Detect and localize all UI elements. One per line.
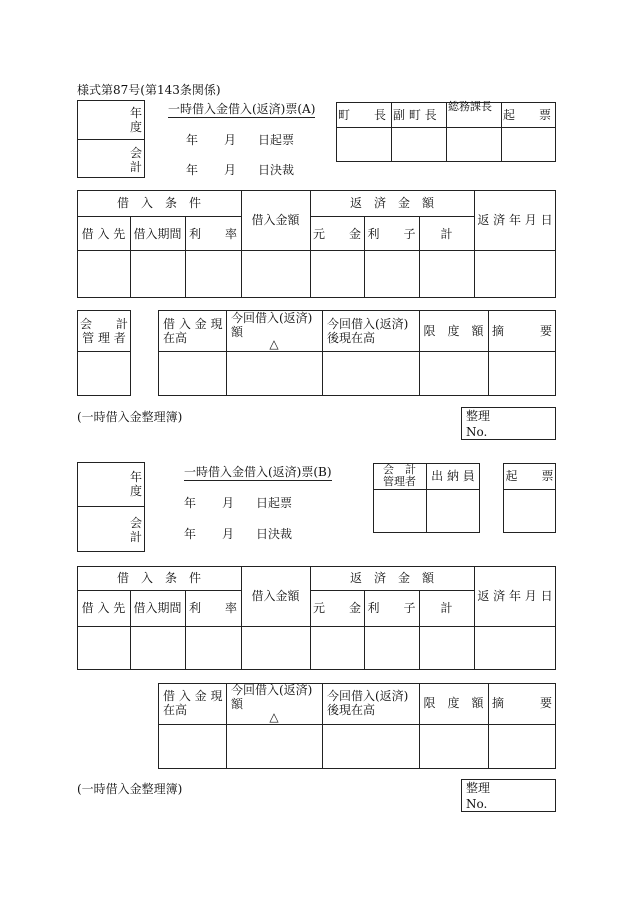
seiri-no-b: No. xyxy=(466,797,488,811)
repay-date-header-b: 返 済 年 月 日 xyxy=(477,589,553,603)
issue-month-b: 月 xyxy=(222,496,235,510)
col-rate: 利 率 xyxy=(188,227,237,241)
decide-day-b: 日決裁 xyxy=(256,527,293,541)
col-after-balance-b: 今回借入(返済) 後現在高 xyxy=(327,689,409,717)
col-interest-b: 利 子 xyxy=(367,601,416,615)
approval-accountant-b: 会 計 管理者 xyxy=(383,463,416,488)
issue-year: 年 xyxy=(186,133,199,147)
slip-a-title: 一時借入金借入(返済)票(A) xyxy=(168,102,316,116)
borrow-conditions-header: 借 入 条 件 xyxy=(116,196,201,210)
col-interest: 利 子 xyxy=(367,227,416,241)
year-label: 年 度 xyxy=(130,106,143,134)
account-label-b: 会 計 xyxy=(130,516,143,544)
col-rate-b: 利 率 xyxy=(188,601,237,615)
col-principal: 元 金 xyxy=(312,227,361,241)
issue-day-b: 日起票 xyxy=(256,496,293,510)
ledger-label-a: (一時借入金整理簿) xyxy=(77,410,183,424)
col-limit-b: 限 度 額 xyxy=(423,696,484,710)
col-total: 計 xyxy=(440,227,453,241)
col-current-balance-b: 借 入 金 現 在高 xyxy=(163,689,223,717)
seiri-label-a: 整理 xyxy=(466,409,491,423)
ledger-label-b: (一時借入金整理簿) xyxy=(77,782,183,796)
borrow-amount-header: 借入金額 xyxy=(251,213,300,227)
year-label-b: 年 度 xyxy=(130,470,143,498)
accountant-label-a: 会 計 管 理 者 xyxy=(79,317,128,345)
col-total-b: 計 xyxy=(440,601,453,615)
col-summary: 摘 要 xyxy=(491,324,552,338)
triangle-mark: △ xyxy=(269,337,279,351)
col-period: 借入期間 xyxy=(133,227,182,241)
col-lender: 借 入 先 xyxy=(81,227,126,241)
col-period-b: 借入期間 xyxy=(133,601,182,615)
issue-day: 日起票 xyxy=(258,133,295,147)
repay-amount-header-b: 返 済 金 額 xyxy=(349,571,434,585)
col-after-balance: 今回借入(返済) 後現在高 xyxy=(327,317,409,345)
decide-day: 日決裁 xyxy=(258,163,295,177)
account-label: 会 計 xyxy=(130,146,143,174)
borrow-amount-header-b: 借入金額 xyxy=(251,589,300,603)
seiri-no-a: No. xyxy=(466,425,488,439)
approval-drafter: 起 票 xyxy=(503,108,552,122)
approval-drafter-b: 起 票 xyxy=(505,469,554,483)
decide-year-b: 年 xyxy=(184,527,197,541)
decide-year: 年 xyxy=(186,163,199,177)
repay-date-header: 返 済 年 月 日 xyxy=(477,213,553,227)
approval-cashier-b: 出 納 員 xyxy=(431,469,475,483)
col-principal-b: 元 金 xyxy=(312,601,361,615)
decide-month-b: 月 xyxy=(222,527,235,541)
approval-deputy-mayor: 副 町 長 xyxy=(393,108,437,122)
decide-month: 月 xyxy=(224,163,237,177)
col-current-balance: 借 入 金 現 在高 xyxy=(163,317,223,345)
approval-mayor: 町 長 xyxy=(338,108,387,122)
col-this-borrow: 今回借入(返済) 額 xyxy=(231,311,313,339)
triangle-mark-b: △ xyxy=(269,710,279,724)
approval-general-affairs: 総務課長 xyxy=(448,100,492,113)
col-summary-b: 摘 要 xyxy=(491,696,552,710)
col-this-borrow-b: 今回借入(返済) 額 xyxy=(231,683,313,711)
col-lender-b: 借 入 先 xyxy=(81,601,126,615)
slip-b-title: 一時借入金借入(返済)票(B) xyxy=(184,465,332,479)
seiri-label-b: 整理 xyxy=(466,781,491,795)
borrow-conditions-header-b: 借 入 条 件 xyxy=(116,571,201,585)
col-limit: 限 度 額 xyxy=(423,324,484,338)
repay-amount-header: 返 済 金 額 xyxy=(349,196,434,210)
issue-year-b: 年 xyxy=(184,496,197,510)
issue-month: 月 xyxy=(224,133,237,147)
form-number: 様式第87号(第143条関係) xyxy=(77,83,221,97)
